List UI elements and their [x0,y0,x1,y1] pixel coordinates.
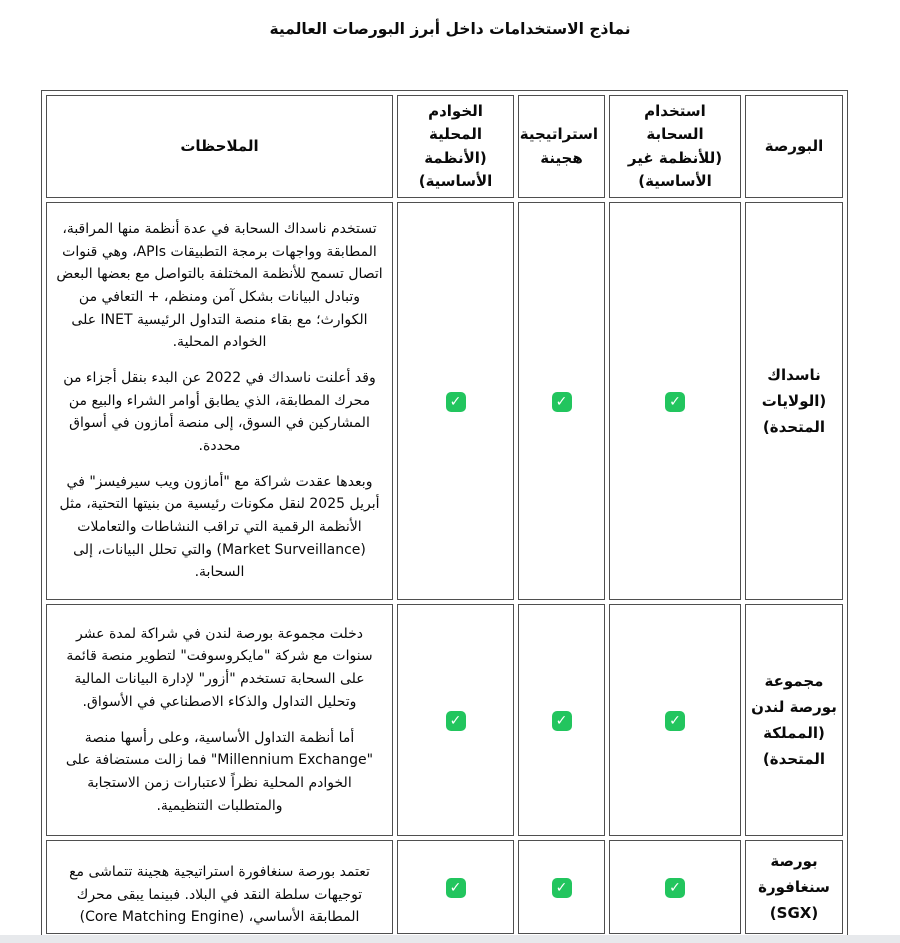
checked-checkbox-icon: ✓ [446,711,466,731]
table-row [46,202,843,600]
cloud-usage-cell [609,840,741,934]
hybrid-strategy-cell [518,202,605,600]
local-servers-cell [397,604,514,836]
page-title: نماذج الاستخدامات داخل أبرز البورصات العالمية [269,20,631,38]
table-row [46,604,843,836]
hybrid-strategy-cell [518,604,605,836]
header-local-servers: الخوادم المحلية (الأنظمة الأساسية) [397,95,514,198]
checked-checkbox-icon: ✓ [665,392,685,412]
checked-checkbox-icon: ✓ [552,392,572,412]
note-paragraph: وبعدها عقدت شراكة مع "أمازون ويب سيرفيسز" في أبريل 2025 لنقل مكونات رئيسية من بنيتها التحتية، مثل الأنظمة الرقمية التي تراقب النشاطات والتعاملات (Market Surveillance) والتي تحلل البيانات، إلى السحابة. [59,473,380,581]
notes-cell [46,604,393,836]
local-servers-cell [397,840,514,934]
checked-checkbox-icon: ✓ [552,711,572,731]
checked-checkbox-icon: ✓ [446,392,466,412]
bottom-strip [0,935,900,943]
note-paragraph: تستخدم ناسداك السحابة في عدة أنظمة منها المراقبة، المطابقة وواجهات برمجة التطبيقات APIs، وهي قنوات اتصال تسمح للأنظمة المختلفة بالتواصل مع بعضها البعض وتبادل البيانات بشكل آمن ومنظم، + التعافي من الكوارث؛ مع بقاء منصة التداول الرئيسية INET على الخوادم المحلية. [56,220,383,351]
table-row [46,840,843,934]
header-notes: الملاحظات [46,95,393,198]
checked-checkbox-icon: ✓ [446,878,466,898]
note-paragraph: تعتمد بورصة سنغافورة استراتيجية هجينة تتماشى مع توجيهات سلطة النقد في البلاد. فبينما يبقى محرك المطابقة الأساسي، (Core Matching Engine) [69,863,370,926]
header-exchange: البورصة [745,95,843,198]
notes-cell [46,840,393,934]
exchanges-table [41,90,848,939]
header-hybrid-strategy: استراتيجية هجينة [518,95,605,198]
cloud-usage-cell [609,202,741,600]
header-row [46,95,843,198]
local-servers-cell [397,202,514,600]
exchange-name: بورصة سنغافورة (SGX) [745,840,843,934]
checked-checkbox-icon: ✓ [665,711,685,731]
checked-checkbox-icon: ✓ [665,878,685,898]
note-paragraph: وقد أعلنت ناسداك في 2022 عن البدء بنقل أجزاء من محرك المطابقة، الذي يطابق أوامر الشراء والبيع من المشاركين في السوق، إلى منصة أمازون في أسواق محددة. [63,369,376,454]
exchange-name: مجموعة بورصة لندن (المملكة المتحدة) [745,604,843,836]
exchange-name: ناسداك (الولايات المتحدة) [745,202,843,600]
note-paragraph: أما أنظمة التداول الأساسية، وعلى رأسها منصة "Millennium Exchange" فما زالت مستضافة على الخوادم المحلية نظراً لاعتبارات زمن الاستجابة والمتطلبات التنظيمية. [65,729,374,814]
notes-cell [46,202,393,600]
note-paragraph: دخلت مجموعة بورصة لندن في شراكة لمدة عشر سنوات مع شركة "مايكروسوفت" لتطوير منصة قائمة على السحابة تستخدم "أزور" لإدارة البيانات المالية وتحليل التداول والذكاء الاصطناعي في الأسواق. [66,625,373,710]
hybrid-strategy-cell [518,840,605,934]
cloud-usage-cell [609,604,741,836]
header-cloud-usage: استخدام السحابة (للأنظمة غير الأساسية) [609,95,741,198]
checked-checkbox-icon: ✓ [552,878,572,898]
